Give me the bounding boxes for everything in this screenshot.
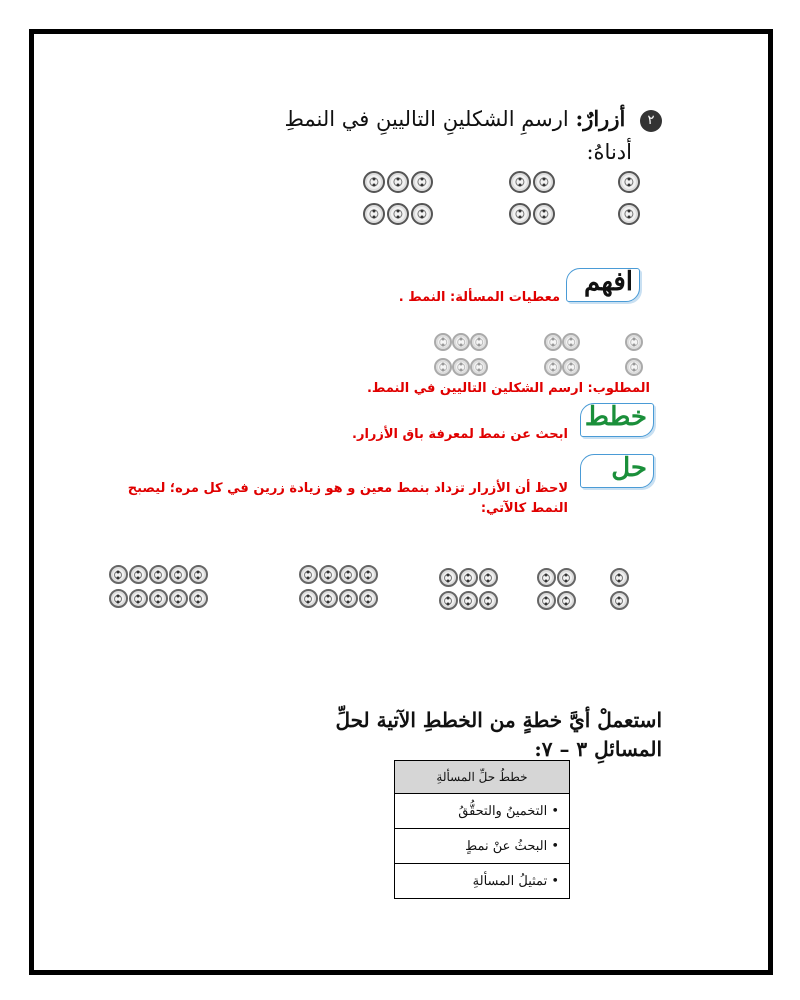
button-icon — [509, 203, 531, 225]
button-icon — [189, 589, 208, 608]
plan-badge-label: خطط — [584, 402, 647, 432]
understand-required: المطلوب: ارسم الشكلين التاليين في النمط. — [366, 381, 650, 396]
button-icon — [319, 565, 338, 584]
understand-badge-label: افهم — [584, 267, 633, 297]
solve-text-line2: النمط كالآتي: — [480, 501, 568, 516]
button-icon — [439, 568, 458, 587]
button-icon — [339, 565, 358, 584]
button-icon — [129, 589, 148, 608]
button-icon — [479, 591, 498, 610]
strategies-heading-line2: المسائلِ ٣ – ٧: — [534, 737, 662, 761]
button-icon — [618, 203, 640, 225]
button-icon — [169, 565, 188, 584]
button-icon — [149, 565, 168, 584]
button-icon — [625, 333, 643, 351]
button-icon — [434, 333, 452, 351]
button-icon — [363, 171, 385, 193]
solve-text-line1: لاحظ أن الأزرار تزداد بنمط معين و هو زيادة زرين في كل مره؛ ليصبح — [127, 481, 568, 496]
button-icon — [339, 589, 358, 608]
button-icon — [452, 333, 470, 351]
button-icon — [189, 565, 208, 584]
solve-badge-label: حل — [611, 453, 647, 483]
button-icon — [509, 171, 531, 193]
strategies-table — [394, 760, 570, 899]
button-icon — [537, 591, 556, 610]
button-icon — [169, 589, 188, 608]
button-icon — [359, 565, 378, 584]
button-icon — [459, 591, 478, 610]
button-icon — [299, 565, 318, 584]
button-icon — [470, 358, 488, 376]
button-icon — [562, 333, 580, 351]
strategies-heading-line1: استعملْ أيَّ خطةٍ من الخططِ الآتية لحلِّ — [335, 708, 662, 732]
problem-title: أزرارٌ: — [575, 106, 626, 131]
strategy-item: • التخمينُ والتحقُّقُ — [395, 794, 570, 829]
button-icon — [557, 568, 576, 587]
button-icon — [411, 171, 433, 193]
button-icon — [319, 589, 338, 608]
plan-badge — [580, 403, 654, 437]
button-icon — [452, 358, 470, 376]
button-icon — [439, 591, 458, 610]
button-icon — [544, 358, 562, 376]
button-icon — [359, 589, 378, 608]
understand-badge — [566, 268, 640, 302]
button-icon — [129, 565, 148, 584]
strategies-table-header: خططُ حلِّ المسألةِ — [395, 761, 570, 794]
button-icon — [625, 358, 643, 376]
problem-number: ٢ — [640, 110, 662, 132]
button-icon — [299, 589, 318, 608]
button-icon — [557, 591, 576, 610]
button-icon — [618, 171, 640, 193]
button-icon — [562, 358, 580, 376]
button-icon — [109, 589, 128, 608]
plan-text: ابحث عن نمط لمعرفة باق الأزرار. — [352, 427, 568, 442]
problem-header — [284, 106, 662, 132]
button-icon — [610, 568, 629, 587]
button-icon — [537, 568, 556, 587]
understand-givens: معطيات المسألة: النمط . — [398, 290, 560, 305]
button-icon — [459, 568, 478, 587]
button-icon — [387, 171, 409, 193]
strategy-item: • تمثيلُ المسألةِ — [395, 864, 570, 899]
button-icon — [533, 203, 555, 225]
button-icon — [411, 203, 433, 225]
button-icon — [387, 203, 409, 225]
button-icon — [470, 333, 488, 351]
solve-badge — [580, 454, 654, 488]
button-icon — [149, 589, 168, 608]
button-icon — [610, 591, 629, 610]
problem-text-line2: أدناهُ: — [586, 140, 632, 164]
button-icon — [533, 171, 555, 193]
button-icon — [434, 358, 452, 376]
button-icon — [479, 568, 498, 587]
button-icon — [544, 333, 562, 351]
strategy-item: • البحثُ عنْ نمطٍ — [395, 829, 570, 864]
problem-text-line1: ارسمِ الشكلينِ التاليينِ في النمطِ — [284, 107, 569, 131]
button-icon — [109, 565, 128, 584]
button-icon — [363, 203, 385, 225]
